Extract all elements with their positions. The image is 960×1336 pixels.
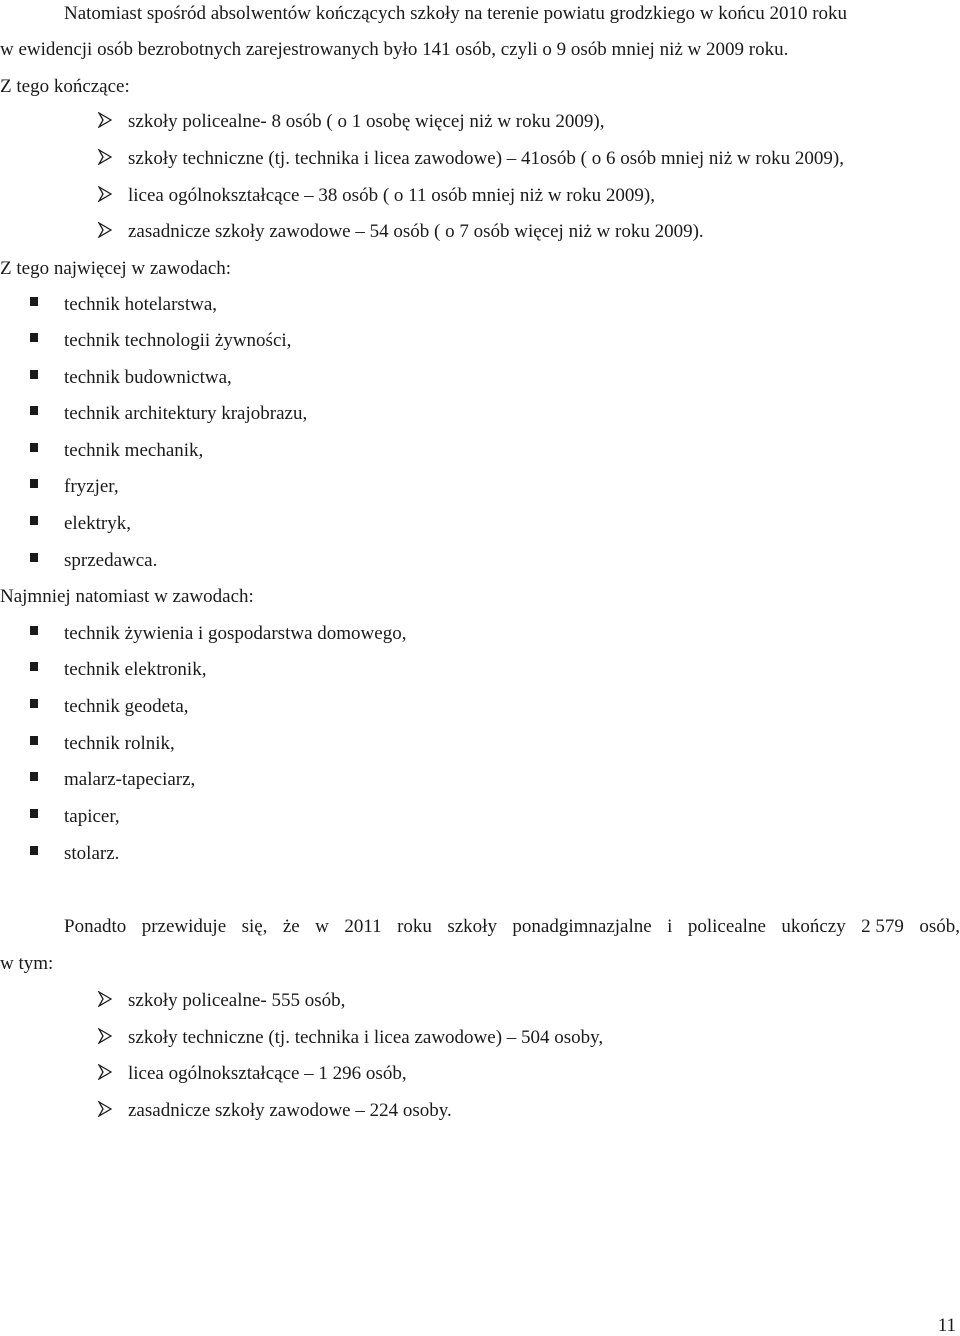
list-item-text: technik mechanik,	[64, 440, 204, 461]
list-item-text: stolarz.	[64, 843, 120, 864]
square-bullet-icon	[30, 736, 38, 745]
paragraph-1-line-2: w ewidencji osób bezrobotnych zarejestrowanych było 141 osób, czyli o 9 osób mniej niż w 2009 roku.	[0, 39, 789, 60]
forecast-word: 2 579	[861, 916, 904, 937]
square-bullet-icon	[30, 297, 38, 306]
list-item-text: licea ogólnokształcące – 1 296 osób,	[128, 1063, 407, 1084]
square-bullet-icon	[30, 406, 38, 415]
forecast-word: osób,	[919, 916, 960, 937]
forecast-word: Ponadto	[64, 916, 127, 937]
list-item-text: szkoły policealne- 555 osób,	[128, 990, 346, 1011]
list-item-text: technik geodeta,	[64, 696, 189, 717]
forecast-word: i	[667, 916, 673, 937]
square-bullet-icon	[30, 809, 38, 818]
list-item-text: technik budownictwa,	[64, 367, 232, 388]
forecast-word: szkoły	[447, 916, 497, 937]
forecast-word: się,	[241, 916, 268, 937]
arrow-bullet-icon	[98, 1028, 112, 1044]
paragraph-1-line-3: Z tego kończące:	[0, 76, 130, 97]
arrow-bullet-icon	[98, 991, 112, 1007]
forecast-line-1	[64, 917, 960, 936]
forecast-word: 2011	[344, 916, 382, 937]
square-bullet-icon	[30, 553, 38, 562]
forecast-line-2: w tym:	[0, 953, 54, 974]
list-item-text: tapicer,	[64, 806, 120, 827]
list-item-text: szkoły techniczne (tj. technika i licea zawodowe) – 41osób ( o 6 osób mniej niż w roku 2009),	[128, 148, 844, 169]
list-item-text: malarz-tapeciarz,	[64, 769, 196, 790]
list-item-text: zasadnicze szkoły zawodowe – 224 osoby.	[128, 1100, 452, 1121]
list-item-text: technik rolnik,	[64, 733, 175, 754]
least-professions-heading: Najmniej natomiast w zawodach:	[0, 586, 254, 607]
square-bullet-icon	[30, 479, 38, 488]
arrow-bullet-icon	[98, 186, 112, 202]
square-bullet-icon	[30, 662, 38, 671]
arrow-bullet-icon	[98, 1064, 112, 1080]
forecast-word: roku	[397, 916, 432, 937]
arrow-bullet-icon	[98, 1101, 112, 1117]
forecast-word: przewiduje	[141, 916, 227, 937]
forecast-word: w	[315, 916, 329, 937]
arrow-bullet-icon	[98, 112, 112, 128]
square-bullet-icon	[30, 370, 38, 379]
list-item-text: technik architektury krajobrazu,	[64, 403, 308, 424]
list-item-text: sprzedawca.	[64, 550, 158, 571]
list-item-text: technik hotelarstwa,	[64, 294, 218, 315]
forecast-word: ukończy	[781, 916, 846, 937]
square-bullet-icon	[30, 516, 38, 525]
list-item-text: szkoły policealne- 8 osób ( o 1 osobę więcej niż w roku 2009),	[128, 111, 605, 132]
square-bullet-icon	[30, 772, 38, 781]
list-item-text: technik elektronik,	[64, 659, 207, 680]
most-professions-heading: Z tego najwięcej w zawodach:	[0, 258, 232, 279]
page-number: 11	[937, 1315, 956, 1336]
list-item-text: zasadnicze szkoły zawodowe – 54 osób ( o 7 osób więcej niż w roku 2009).	[128, 221, 704, 242]
forecast-word: że	[282, 916, 300, 937]
forecast-word: ponadgimnazjalne	[512, 916, 652, 937]
square-bullet-icon	[30, 443, 38, 452]
arrow-bullet-icon	[98, 222, 112, 238]
square-bullet-icon	[30, 699, 38, 708]
square-bullet-icon	[30, 846, 38, 855]
paragraph-1-line-1: Natomiast spośród absolwentów kończących szkoły na terenie powiatu grodzkiego w końcu 2010 roku	[64, 3, 848, 24]
list-item-text: technik technologii żywności,	[64, 330, 292, 351]
list-item-text: licea ogólnokształcące – 38 osób ( o 11 osób mniej niż w roku 2009),	[128, 185, 655, 206]
list-item-text: fryzjer,	[64, 476, 119, 497]
list-item-text: szkoły techniczne (tj. technika i licea zawodowe) – 504 osoby,	[128, 1027, 604, 1048]
list-item-text: technik żywienia i gospodarstwa domowego,	[64, 623, 407, 644]
forecast-word: policealne	[687, 916, 766, 937]
list-item-text: elektryk,	[64, 513, 132, 534]
square-bullet-icon	[30, 626, 38, 635]
square-bullet-icon	[30, 333, 38, 342]
arrow-bullet-icon	[98, 149, 112, 165]
